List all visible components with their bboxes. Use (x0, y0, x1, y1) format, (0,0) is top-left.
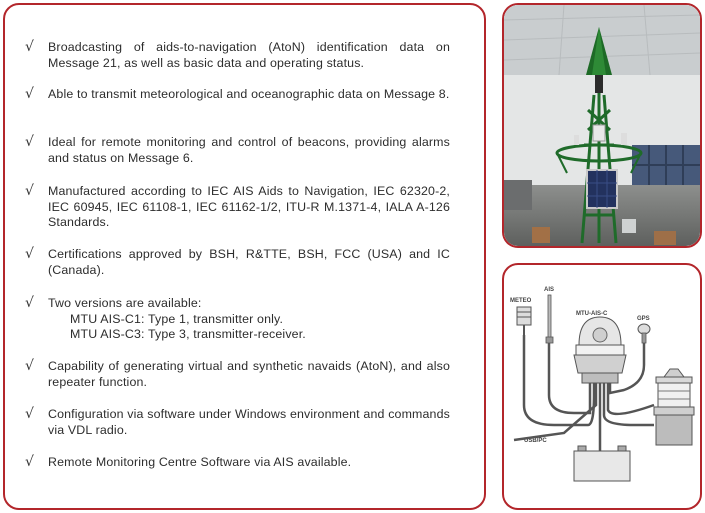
usb-label: USB/PC (524, 438, 547, 444)
feature-text: Configuration via software under Windows environment and commands via VDL radio. (48, 407, 450, 437)
features-panel (3, 3, 486, 510)
connection-diagram-frame (502, 263, 702, 510)
feature-text: Certifications approved by BSH, R&TTE, BSH, FCC (USA) and IC (Canada). (48, 247, 450, 277)
check-icon: √ (25, 406, 34, 422)
check-icon: √ (25, 358, 34, 374)
gps-label: GPS (637, 316, 650, 322)
feature-text: Capability of generating virtual and synthetic navaids (AtoN), and also repeater function. (48, 359, 450, 389)
version-c3: MTU AIS-C3: Type 3, transmitter-receiver. (70, 327, 306, 342)
check-icon: √ (25, 183, 34, 199)
check-icon: √ (25, 39, 34, 55)
feature-text-line: Two versions are available: (48, 296, 202, 310)
check-icon: √ (25, 454, 34, 470)
meteo-sensor-icon (517, 307, 531, 335)
feature-text: Able to transmit meteorological and oceanographic data on Message 8. (48, 87, 450, 101)
feature-text (48, 296, 450, 343)
version-c1: MTU AIS-C1: Type 1, transmitter only. (70, 311, 284, 326)
connection-diagram (504, 265, 700, 508)
battery-icon (574, 446, 630, 481)
feature-text: Broadcasting of aids-to-navigation (AtoN) identification data on Message 21, as well as basic data and operating status. (48, 40, 450, 70)
mtu-ais-c-unit-icon (574, 317, 626, 383)
check-icon: √ (25, 295, 34, 311)
feature-text: Ideal for remote monitoring and control of beacons, providing alarms and status on Message 6. (48, 135, 450, 165)
beacon-photo-frame (502, 3, 702, 248)
feature-text: Manufactured according to IEC AIS Aids to Navigation, IEC 62320-2, IEC 60945, IEC 61108-1, IEC 61162-1/2, ITU-R M.1371-4, IALA A-126 Standards. (48, 184, 450, 230)
meteo-label: METEO (510, 298, 532, 304)
check-icon: √ (25, 246, 34, 262)
feature-text: Remote Monitoring Centre Software via AIS available. (48, 455, 352, 469)
ais-label: AIS (544, 287, 555, 293)
unit-label: MTU-AIS-C (576, 311, 608, 317)
gps-antenna-icon (638, 324, 650, 343)
lantern-icon (654, 369, 694, 445)
ais-antenna-icon (546, 295, 553, 343)
check-icon: √ (25, 134, 34, 150)
beacon-photo (504, 5, 700, 246)
check-icon: √ (25, 86, 34, 102)
